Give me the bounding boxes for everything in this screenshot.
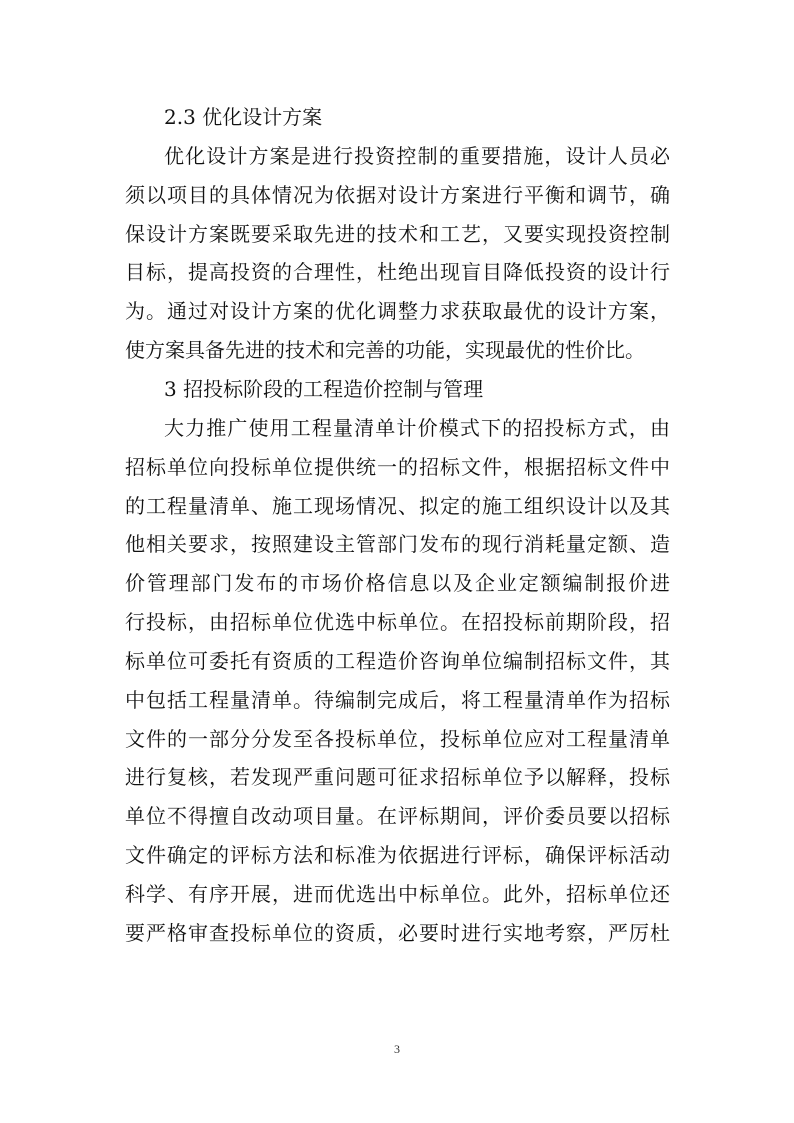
paragraph-line: 进行复核，若发现严重问题可征求招标单位予以解释，投标: [125, 765, 670, 790]
section-heading: 2.3 优化设计方案: [164, 105, 323, 129]
paragraph-line: 目标，提高投资的合理性，杜绝出现盲目降低投资的设计行: [125, 260, 670, 285]
paragraph-line: 文件的一部分分发至各投标单位，投标单位应对工程量清单: [125, 726, 670, 751]
paragraph-line: 科学、有序开展，进而优选出中标单位。此外，招标单位还: [125, 882, 670, 906]
section-heading: 3 招投标阶段的工程造价控制与管理: [164, 376, 484, 401]
paragraph-line: 优化设计方案是进行投资控制的重要措施，设计人员必: [164, 143, 670, 168]
paragraph-line: 招标单位向投标单位提供统一的招标文件，根据招标文件中: [125, 454, 670, 479]
paragraph-line: 文件确定的评标方法和标准为依据进行评标，确保评标活动: [125, 843, 670, 868]
paragraph-line: 保设计方案既要采取先进的技术和工艺，又要实现投资控制: [125, 221, 670, 246]
paragraph-line: 价管理部门发布的市场价格信息以及企业定额编制报价进: [125, 571, 670, 596]
paragraph-line: 要严格审查投标单位的资质，必要时进行实地考察，严厉杜: [125, 920, 670, 945]
paragraph-line: 须以项目的具体情况为依据对设计方案进行平衡和调节，确: [125, 182, 670, 207]
paragraph-line: 行投标，由招标单位优选中标单位。在招投标前期阶段，招: [125, 610, 670, 635]
paragraph-line: 单位不得擅自改动项目量。在评标期间，评价委员要以招标: [125, 804, 670, 829]
paragraph-line: 为。通过对设计方案的优化调整力求获取最优的设计方案，: [125, 299, 670, 324]
paragraph-line: 中包括工程量清单。待编制完成后，将工程量清单作为招标: [125, 687, 670, 712]
paragraph-line: 使方案具备先进的技术和完善的功能，实现最优的性价比。: [125, 338, 645, 363]
paragraph-line: 的工程量清单、施工现场情况、拟定的施工组织设计以及其: [125, 493, 670, 518]
paragraph-line: 大力推广使用工程量清单计价模式下的招投标方式，由: [164, 415, 670, 440]
page-number: 3: [394, 1042, 400, 1056]
paragraph-line: 他相关要求，按照建设主管部门发布的现行消耗量定额、造: [125, 532, 670, 557]
paragraph-line: 标单位可委托有资质的工程造价咨询单位编制招标文件，其: [125, 648, 670, 673]
